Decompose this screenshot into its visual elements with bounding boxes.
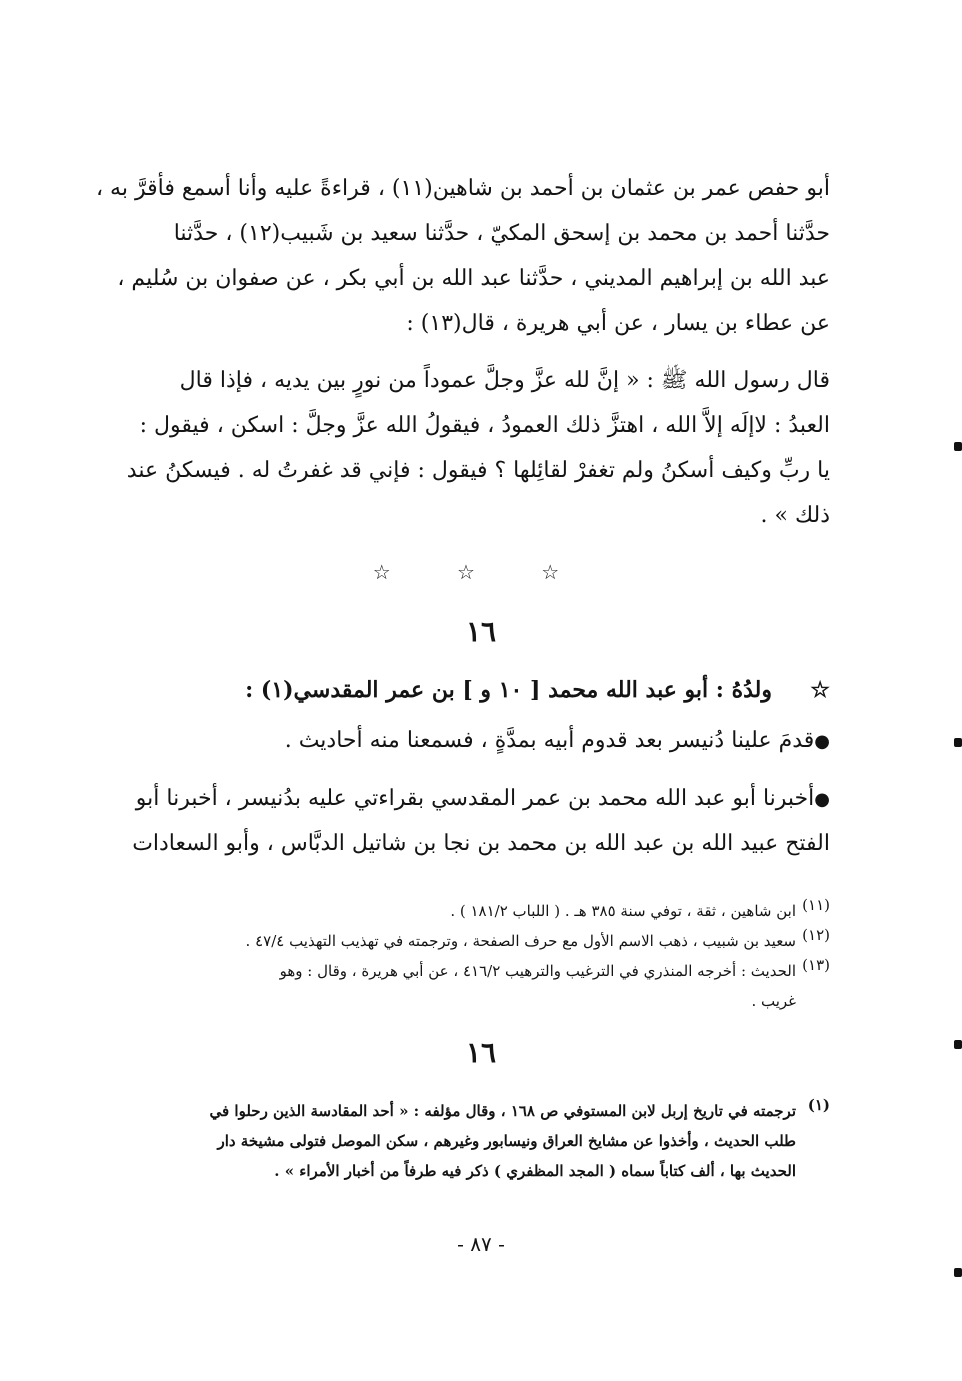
hadith-paragraph xyxy=(126,358,830,538)
footnote-mark: (١) xyxy=(807,1096,830,1114)
bullet-icon: ● xyxy=(814,731,830,752)
hadith-line: يا ربِّ وكيف أسكنُ ولم تغفرْ لقائِلها ؟ فيقول : فإني قد غفرتُ له . فيسكنُ عند xyxy=(126,458,830,483)
entry-heading-text: ولدُهُ : أبو عبد الله محمد [ ١٠ و ] بن عمر المقدسي(١) : xyxy=(245,677,772,703)
footnote-text: ابن شاهين ، ثقة ، توفي سنة ٣٨٥ هـ . ( اللباب ١٨١/٢ ) . xyxy=(450,902,796,920)
footnote-text: ترجمته في تاريخ إربل لابن المستوفي ص ١٦٨ ، وقال مؤلفه : « أحد المقادسة الذين رحلوا في xyxy=(209,1102,796,1120)
isnad-paragraph xyxy=(95,166,830,346)
entry-item-1 xyxy=(158,718,830,763)
footnote xyxy=(150,926,830,956)
footnote-mark: (١٣) xyxy=(802,956,830,974)
scan-edge-mark xyxy=(954,1040,962,1049)
footnote xyxy=(150,956,830,1016)
entry-item-text: قدمَ علينا دُنيسر بعد قدوم أبيه بمدَّةٍ ، فسمعنا منه أحاديث . xyxy=(284,728,815,753)
bullet-icon: ● xyxy=(814,789,830,810)
page-number: - ٨٧ - xyxy=(457,1232,505,1256)
isnad-line: عبد الله بن إبراهيم المديني ، حدَّثنا عبد الله بن أبي بكر ، عن صفوان بن سُليم ، xyxy=(117,266,830,291)
section-number: ١٦ xyxy=(465,615,497,648)
footnote-text: غريب . xyxy=(751,992,796,1010)
entry-footnote xyxy=(150,1096,830,1194)
footnote-mark: (١١) xyxy=(802,896,830,914)
entry-item-text: الفتح عبيد الله بن عبد الله بن محمد بن نجا بن شاتيل الدبَّاس ، وأبو السعادات xyxy=(132,831,830,856)
entry-item-2 xyxy=(132,776,830,866)
isnad-line: أبو حفص عمر بن عثمان بن أحمد بن شاهين(١١) ، قراءةً عليه وأنا أسمع فأقرَّ به ، xyxy=(95,176,830,201)
isnad-line: عن عطاء بن يسار ، عن أبي هريرة ، قال(١٣) : xyxy=(406,311,830,336)
scan-edge-mark xyxy=(954,1268,962,1277)
section-number-2: ١٦ xyxy=(465,1036,497,1069)
hadith-line: ذلك » . xyxy=(760,503,830,528)
hadith-line: العبدُ : لاإلَه إلاَّ الله ، اهتزَّ ذلك العمودُ ، فيقولُ الله عزَّ وجلَّ : اسكن ، فيقول : xyxy=(139,413,830,438)
stars-separator: ☆ ☆ ☆ xyxy=(372,560,590,584)
entry-heading xyxy=(158,668,830,713)
footnote-text: الحديث بها ، ألف كتاباً سماه ( المجد المظفري ) ذكر فيه طرفاً من أخبار الأمراء » . xyxy=(274,1162,796,1180)
scan-edge-mark xyxy=(954,442,962,451)
hadith-line: قال رسول الله ﷺ : « إنَّ لله عزَّ وجلَّ عموداً من نورٍ بين يديه ، فإذا قال xyxy=(179,368,830,393)
footnote-text: سعيد بن شبيب ، ذهب الاسم الأول مع حرف الصفحة ، وترجمته في تهذيب التهذيب ٤٧/٤ . xyxy=(245,932,796,950)
footnote-mark: (١٢) xyxy=(802,926,830,944)
heading-star-icon: ☆ xyxy=(810,677,830,703)
isnad-line: حدَّثنا أحمد بن محمد بن إسحق المكيّ ، حدَّثنا سعيد بن شَبيب(١٢) ، حدَّثنا xyxy=(173,221,830,246)
footnotes-section xyxy=(150,896,830,1024)
footnote xyxy=(150,896,830,926)
footnote-text: طلب الحديث ، وأخذوا عن مشايخ العراق ونيسابور وغيرهم ، سكن الموصل فتولى مشيخة دار xyxy=(217,1132,796,1150)
footnote-text: الحديث : أخرجه المنذري في الترغيب والترهيب ٤١٦/٢ ، عن أبي هريرة ، وقال : وهو xyxy=(279,962,796,980)
scan-edge-mark xyxy=(954,738,962,747)
entry-item-text: أخبرنا أبو عبد الله محمد بن عمر المقدسي بقراءتي عليه بدُنيسر ، أخبرنا أبو xyxy=(135,786,815,811)
